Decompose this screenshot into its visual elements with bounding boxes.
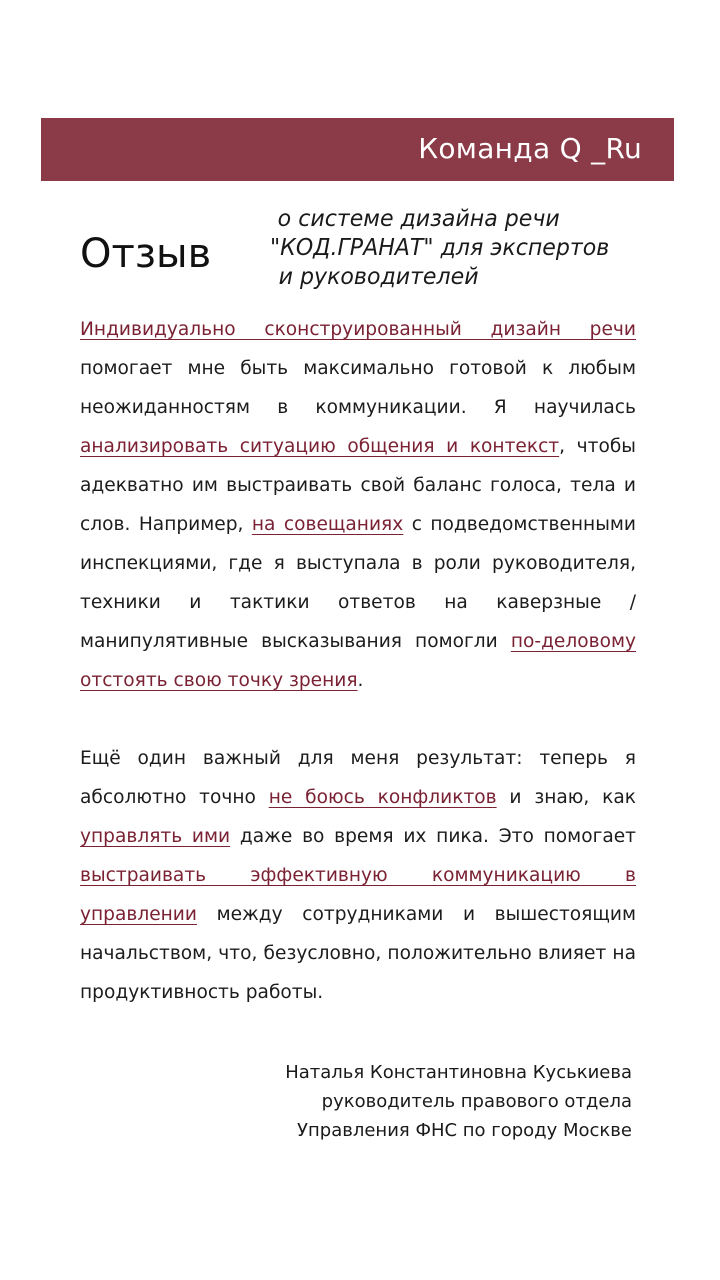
text-segment: и знаю, как <box>496 787 636 808</box>
subtitle-line-2: "КОД.ГРАНАТ" для экспертов <box>270 235 610 261</box>
highlighted-phrase: не боюсь конфликтов <box>268 787 497 808</box>
author-name: Наталья Константиновна Куськиева <box>285 1062 632 1083</box>
highlighted-phrase: на совещаниях <box>251 514 404 535</box>
text-segment: помогает мне быть максимально готовой к любым неожиданностям в коммуникации. Я научилась <box>80 358 636 418</box>
text-segment: , чтобы адекватно им выстраивать свой баланс голоса, тела и слов. Например, <box>80 436 636 535</box>
text-segment: между сотрудниками и вышестоящим начальством, что, безусловно, положительно влияет на продуктивность работы. <box>80 904 636 1003</box>
author-position: руководитель правового отдела <box>321 1091 632 1112</box>
author-organization: Управления ФНС по городу Москве <box>297 1120 632 1141</box>
signature <box>285 1058 632 1145</box>
highlighted-phrase: Индивидуально сконструированный дизайн речи <box>80 319 636 340</box>
review-paragraph-1 <box>80 310 636 700</box>
team-title: Команда Q _Ru <box>418 132 642 165</box>
review-paragraph-2 <box>80 739 636 1012</box>
highlighted-phrase: анализировать ситуацию общения и контекст <box>80 436 560 457</box>
text-segment: . <box>357 670 364 691</box>
highlighted-phrase: по-деловому отстоять свою точку зрения <box>80 631 636 691</box>
header-banner <box>41 118 674 181</box>
highlighted-phrase: выстраивать эффективную коммуникацию в управлении <box>80 865 636 925</box>
review-text <box>80 310 636 1012</box>
subtitle-line-1: о системе дизайна речи <box>277 206 560 232</box>
subtitle <box>270 205 654 292</box>
text-segment: даже во время их пика. Это помогает <box>230 826 637 847</box>
text-segment: Ещё один важный для меня результат: теперь я абсолютно точно <box>80 748 636 808</box>
highlighted-phrase: управлять ими <box>80 826 231 847</box>
text-segment: с подведомственными инспекциями, где я выступала в роли руководителя, техники и тактики ответов на каверзные / манипулятивные высказывания помогли <box>80 514 637 652</box>
page-title: Отзыв <box>80 231 212 277</box>
subtitle-line-3: и руководителей <box>278 264 479 290</box>
